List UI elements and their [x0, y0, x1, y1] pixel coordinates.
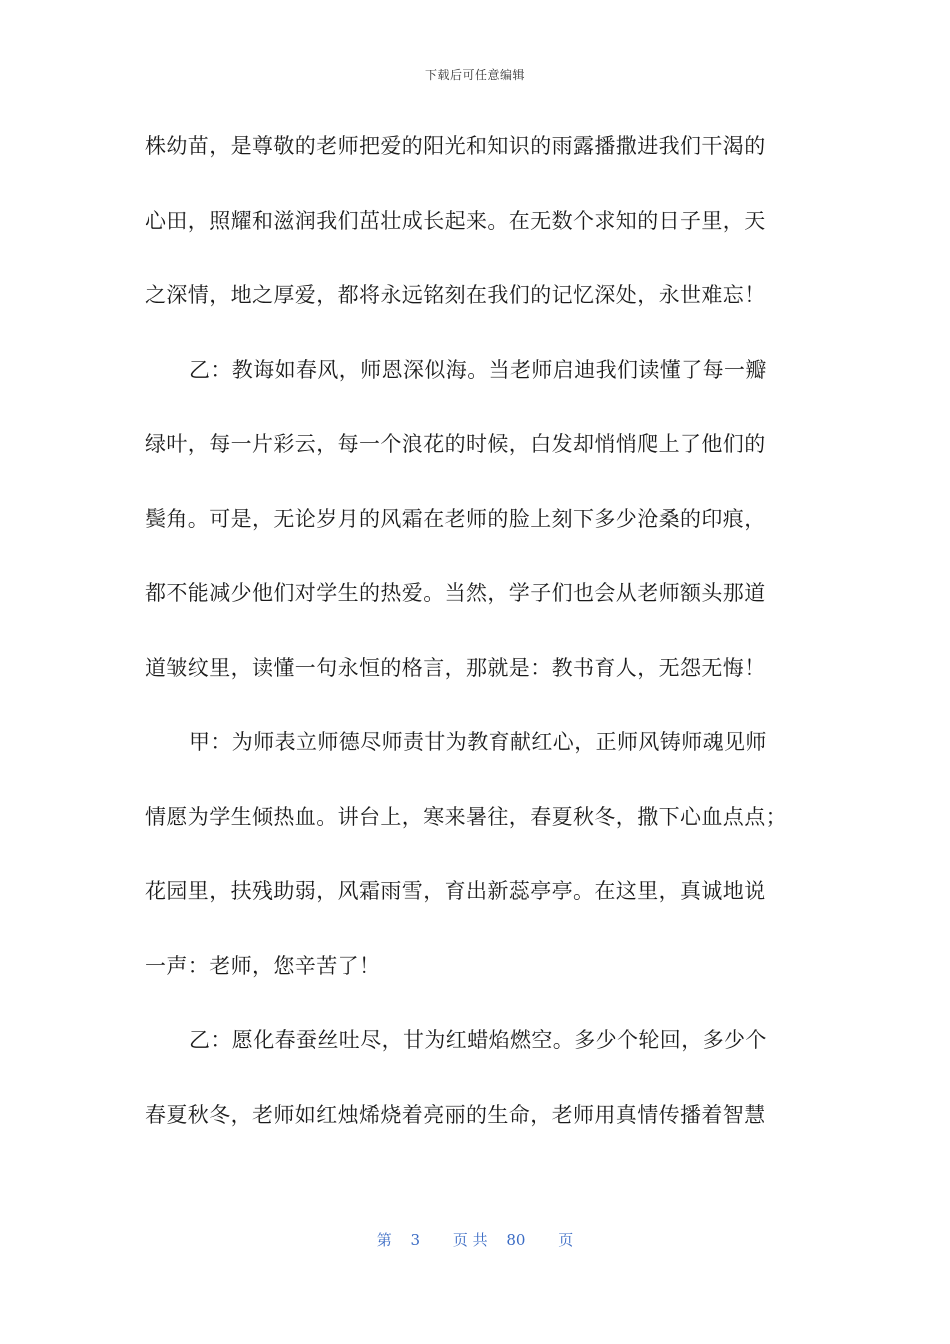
paragraph-line-8: 道皱纹里，读懂一句永恒的格言，那就是：教书育人，无怨无悔！: [145, 655, 766, 680]
page-header: 下载后可任意编辑: [424, 68, 525, 82]
paragraph-line-1: 株幼苗，是尊敬的老师把爱的阳光和知识的雨露播撒进我们干渴的: [145, 134, 766, 158]
paragraph-line-9: 甲：为师表立师德尽师责甘为教育献红心，正师风铸师魂见师: [189, 730, 767, 754]
paragraph-line-6: 鬓角。可是，无论岁月的风霜在老师的脸上刻下多少沧桑的印痕，: [145, 506, 766, 531]
paragraph-line-14: 春夏秋冬，老师如红烛烯烧着亮丽的生命，老师用真情传播着智慧: [145, 1102, 766, 1127]
footer-total-pages: 80: [506, 1231, 526, 1249]
paragraph-line-10: 情愿为学生倾热血。讲台上，寒来暑往，春夏秋冬，撒下心血点点；: [145, 804, 787, 829]
paragraph-line-4: 乙：教诲如春风，师恩深似海。当老师启迪我们读懂了每一瓣: [189, 357, 767, 382]
paragraph-line-12: 一声：老师，您辛苦了！: [145, 953, 381, 978]
footer-prefix: 第: [376, 1231, 392, 1249]
paragraph-line-7: 都不能减少他们对学生的热爱。当然，学子们也会从老师额头那道: [145, 581, 766, 605]
paragraph-line-2: 心田，照耀和滋润我们茁壮成长起来。在无数个求知的日子里，天: [145, 208, 766, 233]
document-body: [145, 126, 795, 1169]
paragraph-line-11: 花园里，扶残助弱，风霜雨雪，育出新蕊亭亭。在这里，真诚地说: [145, 879, 766, 903]
paragraph-line-3: 之深情，地之厚爱，都将永远铭刻在我们的记忆深处，永世难忘！: [145, 283, 766, 307]
footer-suffix: 页: [558, 1231, 574, 1249]
paragraph-line-13: 乙：愿化春蚕丝吐尽，甘为红蜡焰燃空。多少个轮回，多少个: [189, 1028, 767, 1052]
paragraph-line-5: 绿叶，每一片彩云，每一个浪花的时候，白发却悄悄爬上了他们的: [145, 432, 766, 456]
footer-middle: 页 共: [452, 1231, 488, 1249]
page-footer: [0, 1229, 950, 1250]
footer-page-number: 3: [410, 1231, 421, 1249]
